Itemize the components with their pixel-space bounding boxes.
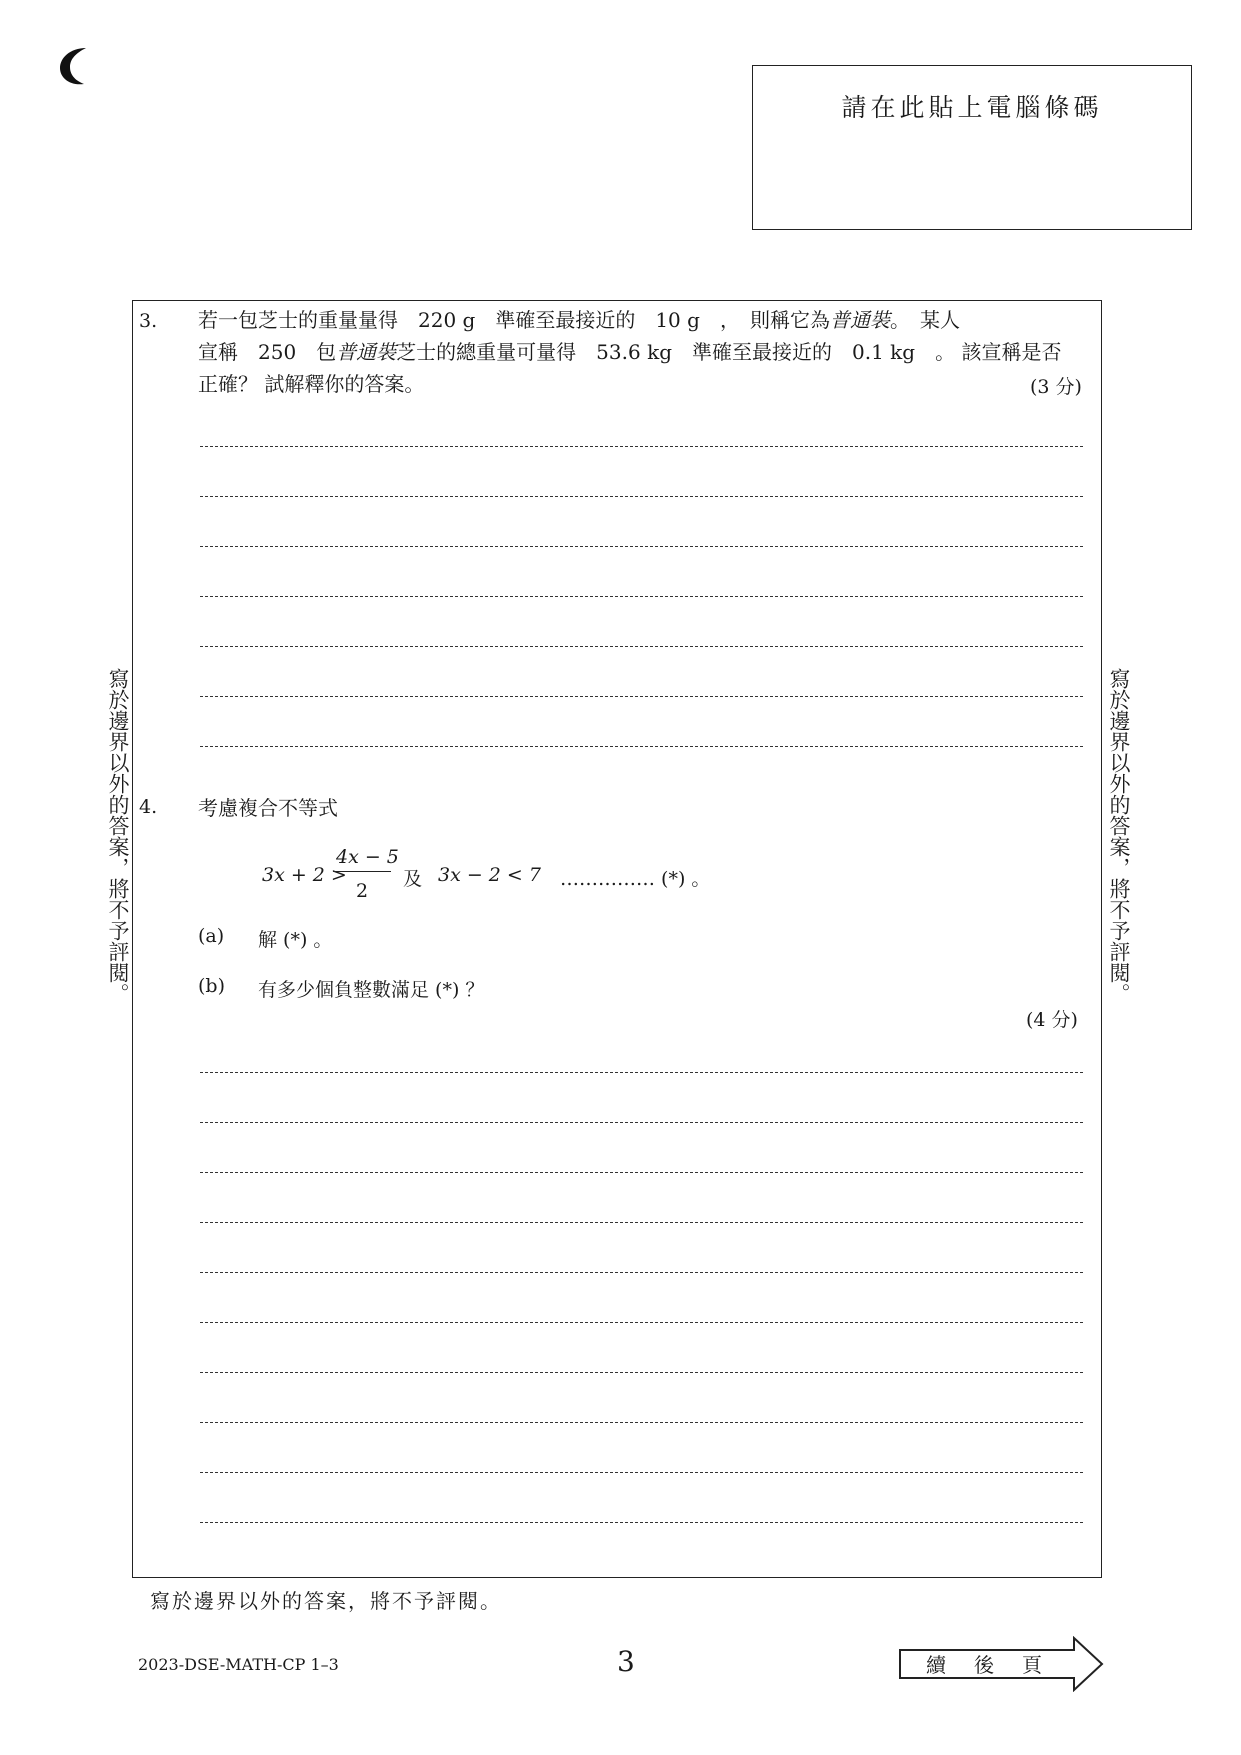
q4a-text: 解 (*) 。 [258,929,333,951]
ineq-connector: 及 [403,868,423,890]
answer-line[interactable] [200,546,1083,547]
answer-line[interactable] [200,1322,1083,1323]
q4b-text: 有多少個負整數滿足 (*) ？ [258,979,485,1001]
side-notice-left: 寫於邊界以外的答案，將不予評閱。 [106,668,130,1004]
q3-line-3: 正確？ 試解釋你的答案。 [198,372,425,396]
ineq-right: 3x − 2 < 7 [438,864,541,886]
ineq-left: 3x + 2 > [262,864,347,886]
fraction-bar [333,871,391,872]
ineq-denominator: 2 [356,880,369,902]
q3-line-1: 若一包芝士的重量量得 220 g 準確至最接近的 10 g ， 則稱它為普通裝。 某人 [198,308,960,332]
bottom-notice: 寫於邊界以外的答案，將不予評閱。 [150,1589,502,1613]
q4-marks: (4 分) [1026,1009,1078,1031]
continue-label: 續後頁 [926,1653,1070,1677]
barcode-box [752,65,1192,230]
answer-line[interactable] [200,1172,1083,1173]
answer-line[interactable] [200,1272,1083,1273]
q3-number: 3. [139,310,158,332]
answer-line[interactable] [200,446,1083,447]
ineq-numerator: 4x − 5 [336,846,399,868]
answer-line[interactable] [200,1372,1083,1373]
q3-term-2: 普通裝 [336,340,397,364]
q4a-label: (a) [198,925,225,947]
answer-line[interactable] [200,1122,1083,1123]
answer-line[interactable] [200,496,1083,497]
answer-line[interactable] [200,646,1083,647]
q3-line-2: 宣稱 250 包普通裝芝士的總重量可量得 53.6 kg 準確至最接近的 0.1 kg 。 該宣稱是否 [198,340,1062,364]
paper-code: 2023-DSE-MATH-CP 1–3 [138,1655,339,1674]
q3-marks: (3 分) [1030,376,1082,398]
answer-line[interactable] [200,1472,1083,1473]
barcode-label: 請在此貼上電腦條碼 [841,93,1103,122]
ineq-label: …………… (*) 。 [560,868,711,890]
side-notice-right: 寫於邊界以外的答案，將不予評閱。 [1107,668,1131,1004]
q4-number: 4. [139,796,158,818]
q3-text [198,304,1083,400]
answer-line[interactable] [200,1072,1083,1073]
answer-line[interactable] [200,746,1083,747]
answer-line[interactable] [200,696,1083,697]
answer-line[interactable] [200,596,1083,597]
hkeaa-logo [58,44,92,88]
q4b-label: (b) [198,975,225,997]
answer-line[interactable] [200,1222,1083,1223]
q4-intro: 考慮複合不等式 [198,796,338,820]
page-number: 3 [617,1645,635,1678]
answer-line[interactable] [200,1522,1083,1523]
q3-term-1: 普通裝 [829,308,890,332]
answer-line[interactable] [200,1422,1083,1423]
